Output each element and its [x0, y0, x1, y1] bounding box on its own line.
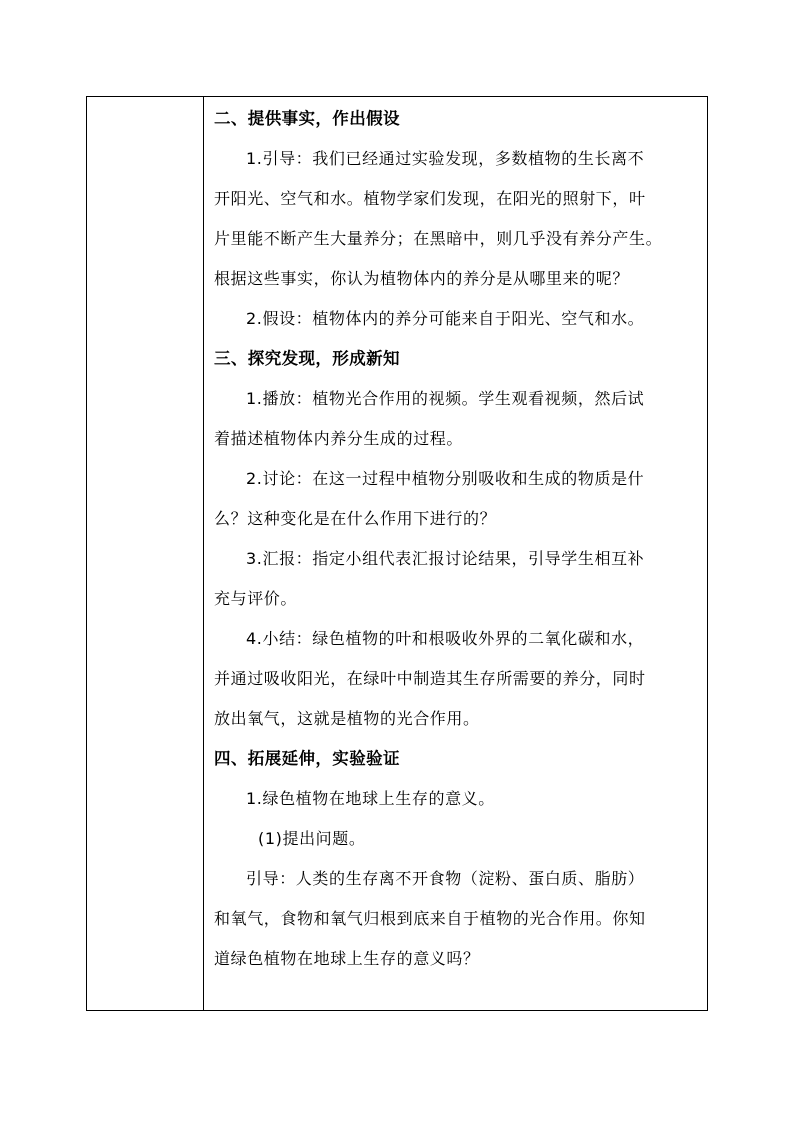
paragraph-line: 1.引导：我们已经通过实验发现，多数植物的生长离不: [246, 148, 645, 168]
paragraph-line: 开阳光、空气和水。植物学家们发现，在阳光的照射下，叶: [214, 188, 646, 208]
paragraph-line: 4.小结：绿色植物的叶和根吸收外界的二氧化碳和水，: [246, 628, 645, 648]
paragraph-line: 放出氧气，这就是植物的光合作用。: [214, 708, 480, 728]
heading-explore: 三、探究发现，形成新知: [214, 349, 400, 368]
paragraph-line: 充与评价。: [214, 588, 298, 608]
paragraph-line: 1.播放：植物光合作用的视频。学生观看视频，然后试: [246, 388, 645, 408]
paragraph-line: 2.假设：植物体内的养分可能来自于阳光、空气和水。: [246, 308, 645, 328]
paragraph-line: 1.绿色植物在地球上生存的意义。: [246, 788, 495, 808]
paragraph-line: 和氧气，食物和氧气归根到底来自于植物的光合作用。你知: [214, 908, 646, 928]
heading-provide-facts: 二、提供事实，作出假设: [214, 109, 400, 128]
paragraph-line: 3.汇报：指定小组代表汇报讨论结果，引导学生相互补: [246, 548, 645, 568]
lesson-table: [86, 96, 708, 1011]
paragraph-line: 引导：人类的生存离不开食物（淀粉、蛋白质、脂肪）: [246, 868, 645, 888]
paragraph-line: 片里能不断产生大量养分；在黑暗中，则几乎没有养分产生。: [214, 228, 663, 248]
paragraph-line: 并通过吸收阳光，在绿叶中制造其生存所需要的养分，同时: [214, 668, 646, 688]
paragraph-line: 根据这些事实，你认为植物体内的养分是从哪里来的呢？: [214, 268, 630, 288]
paragraph-line: 着描述植物体内养分生成的过程。: [214, 428, 464, 448]
lesson-content: [204, 97, 707, 1010]
heading-extend: 四、拓展延伸，实验验证: [214, 749, 400, 768]
paragraph-line: 么？这种变化是在什么作用下进行的？: [214, 508, 497, 528]
paragraph-line: 道绿色植物在地球上生存的意义吗？: [214, 948, 480, 968]
paragraph-line: (1)提出问题。: [258, 828, 366, 848]
paragraph-line: 2.讨论：在这一过程中植物分别吸收和生成的物质是什: [246, 468, 645, 488]
